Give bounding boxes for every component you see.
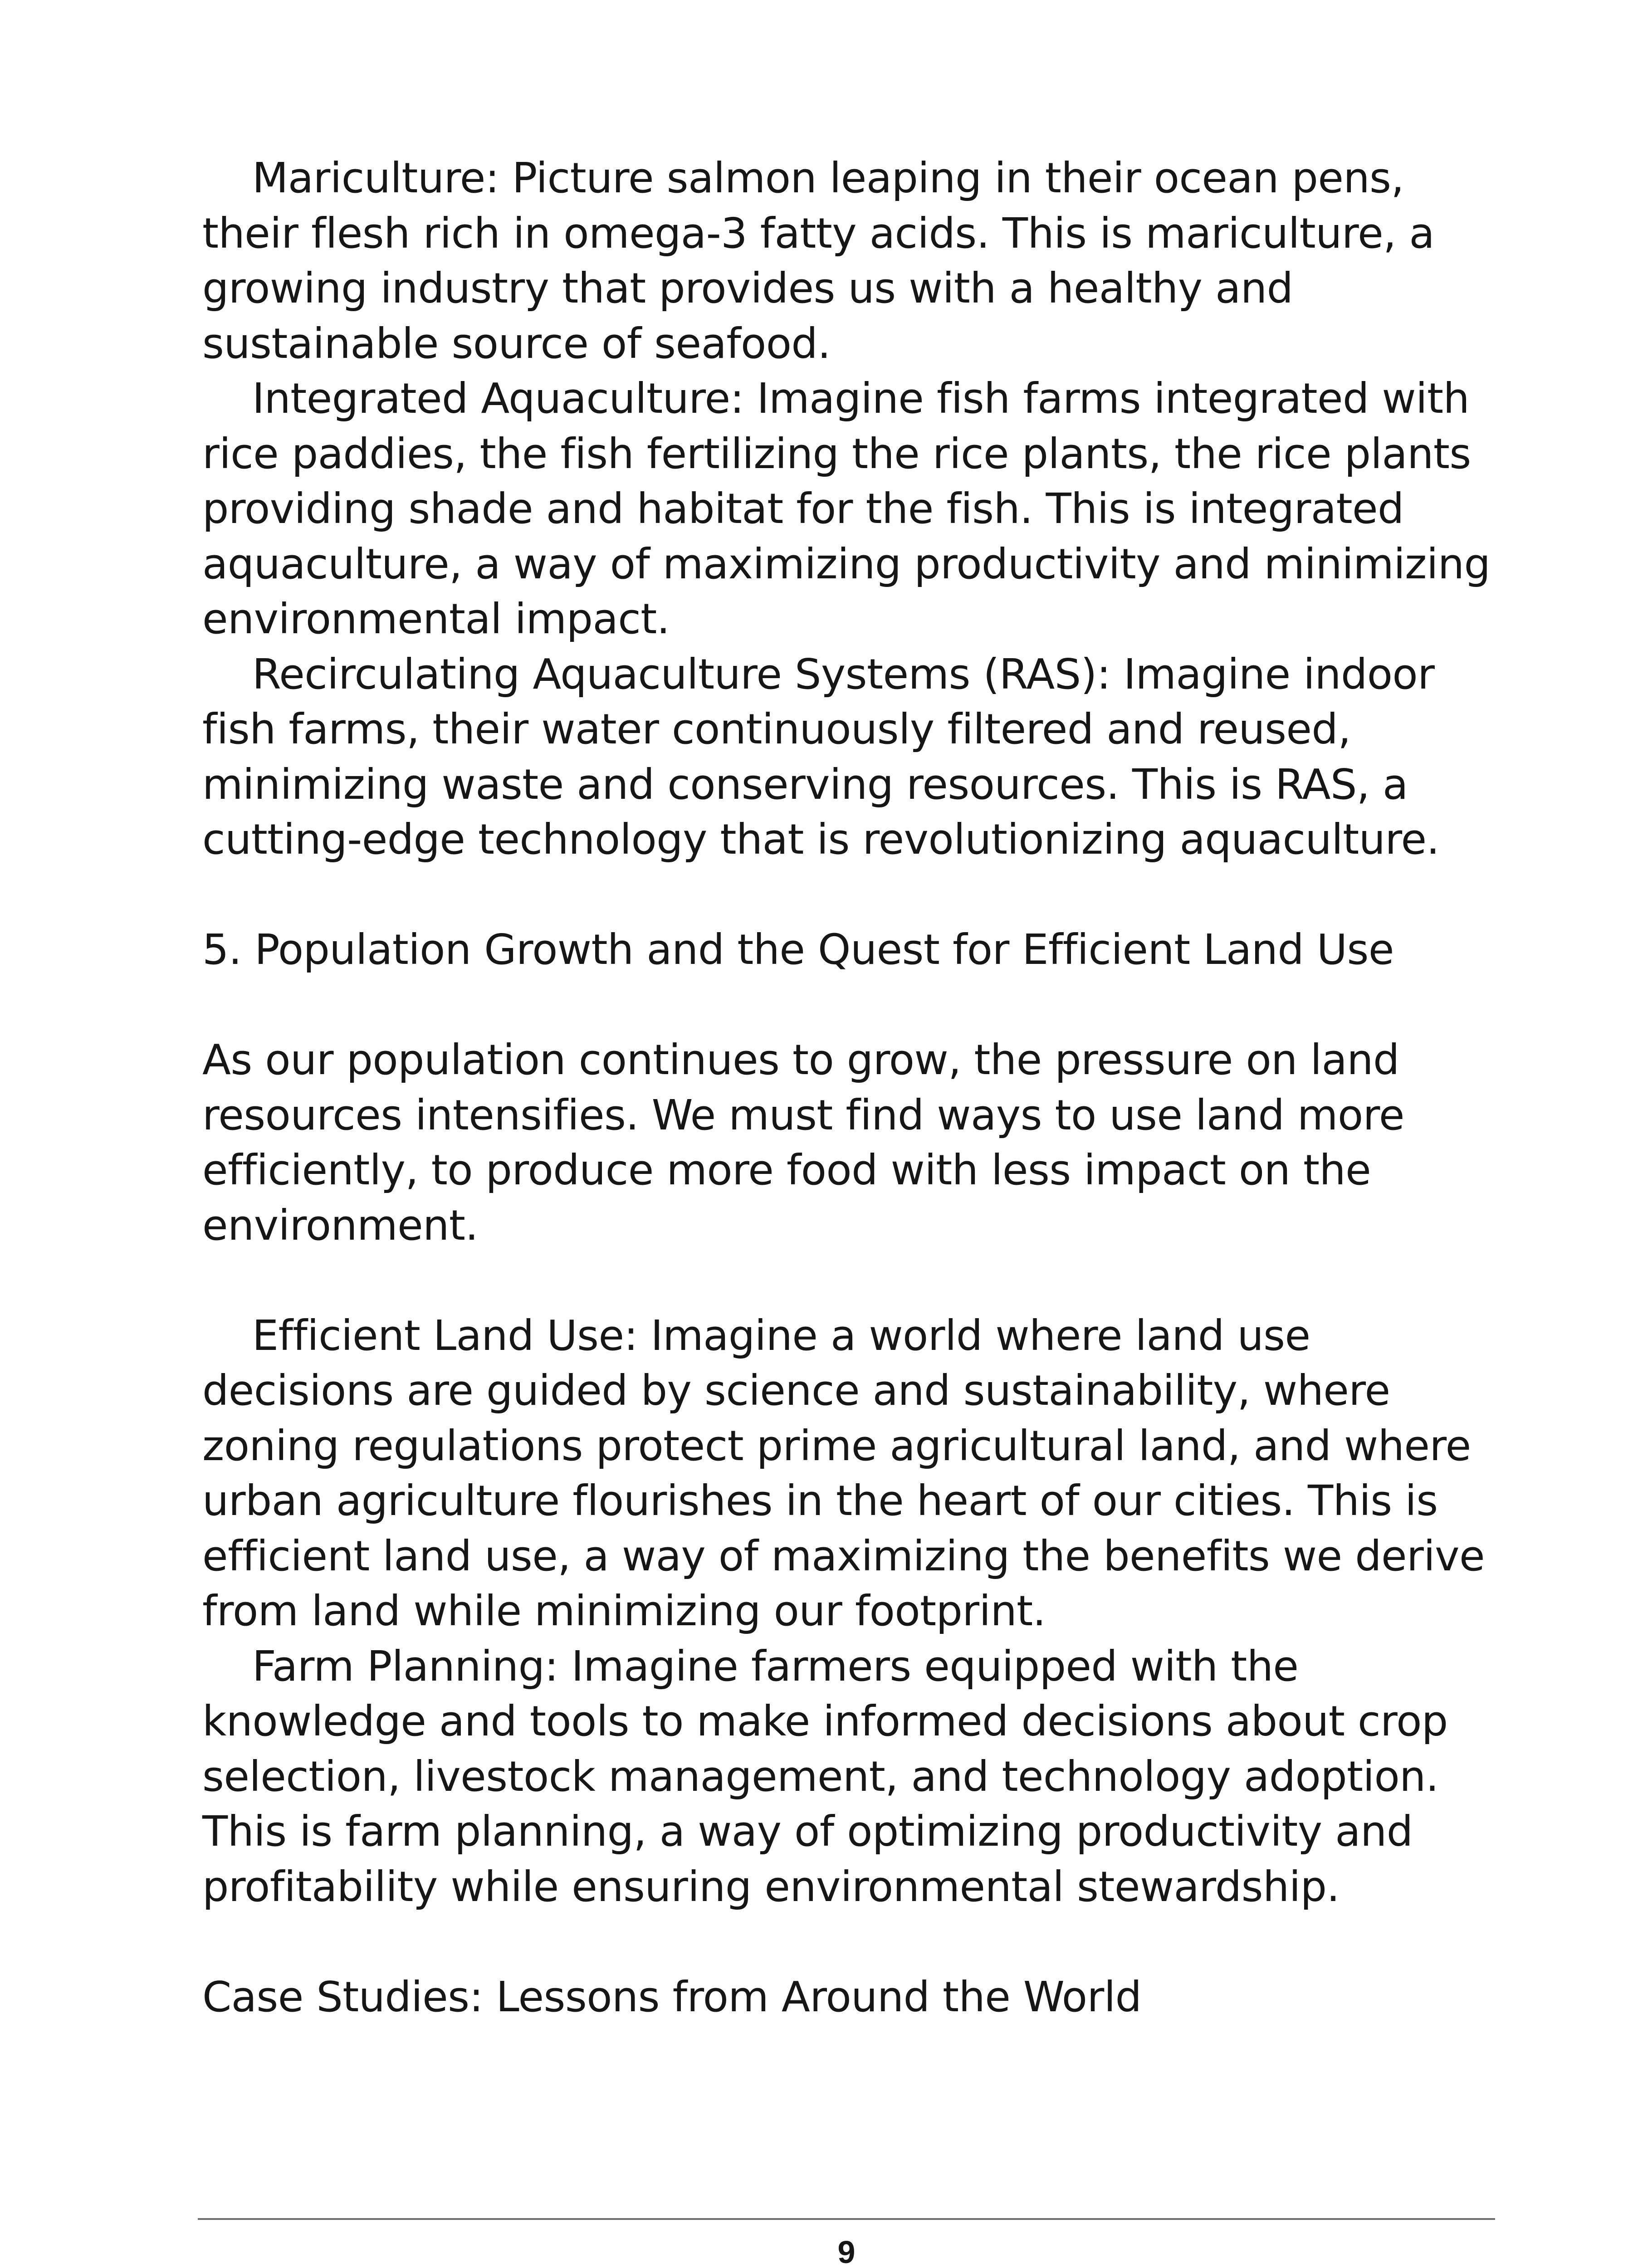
section-heading: 5. Population Growth and the Quest for Efficient Land Use: [202, 925, 1394, 974]
footer-divider: [198, 2218, 1495, 2220]
case-studies-heading: Case Studies: Lessons from Around the World: [202, 1972, 1142, 2021]
paragraph-integrated-aquaculture: Integrated Aquaculture: Imagine fish farms integrated with rice paddies, the fish fertilizing the rice plants, the rice plants providing shade and habitat for the fish. This is integrated aquaculture, a way of maximizing productivity and minimizing environmental impact.: [202, 374, 1491, 643]
paragraph-population-growth: As our population continues to grow, the pressure on land resources intensifies. We must find ways to use land more efficiently, to produce more food with less impact on the environment.: [202, 1036, 1404, 1250]
page-number: 9: [837, 2234, 856, 2268]
paragraph-ras: Recirculating Aquaculture Systems (RAS): Imagine indoor fish farms, their water continuously filtered and reused, minimizing waste and conserving resources. This is RAS, a cutting-edge technology that is revolutionizing aquaculture.: [202, 650, 1440, 864]
body-text: [202, 151, 1500, 2024]
paragraph-farm-planning: Farm Planning: Imagine farmers equipped with the knowledge and tools to make informed decisions about crop selection, livestock management, and technology adoption. This is farm planning, a way of optimizing productivity and profitability while ensuring environmental stewardship.: [202, 1642, 1448, 1911]
paragraph-efficient-land-use: Efficient Land Use: Imagine a world where land use decisions are guided by science and sustainability, where zoning regulations protect prime agricultural land, and where urban agriculture flourishes in the heart of our cities. This is efficient land use, a way of maximizing the benefits we derive from land while minimizing our footprint.: [202, 1311, 1485, 1635]
paragraph-mariculture: Mariculture: Picture salmon leaping in their ocean pens, their flesh rich in omega-3 fatty acids. This is mariculture, a growing industry that provides us with a healthy and sustainable source of seafood.: [202, 154, 1435, 368]
